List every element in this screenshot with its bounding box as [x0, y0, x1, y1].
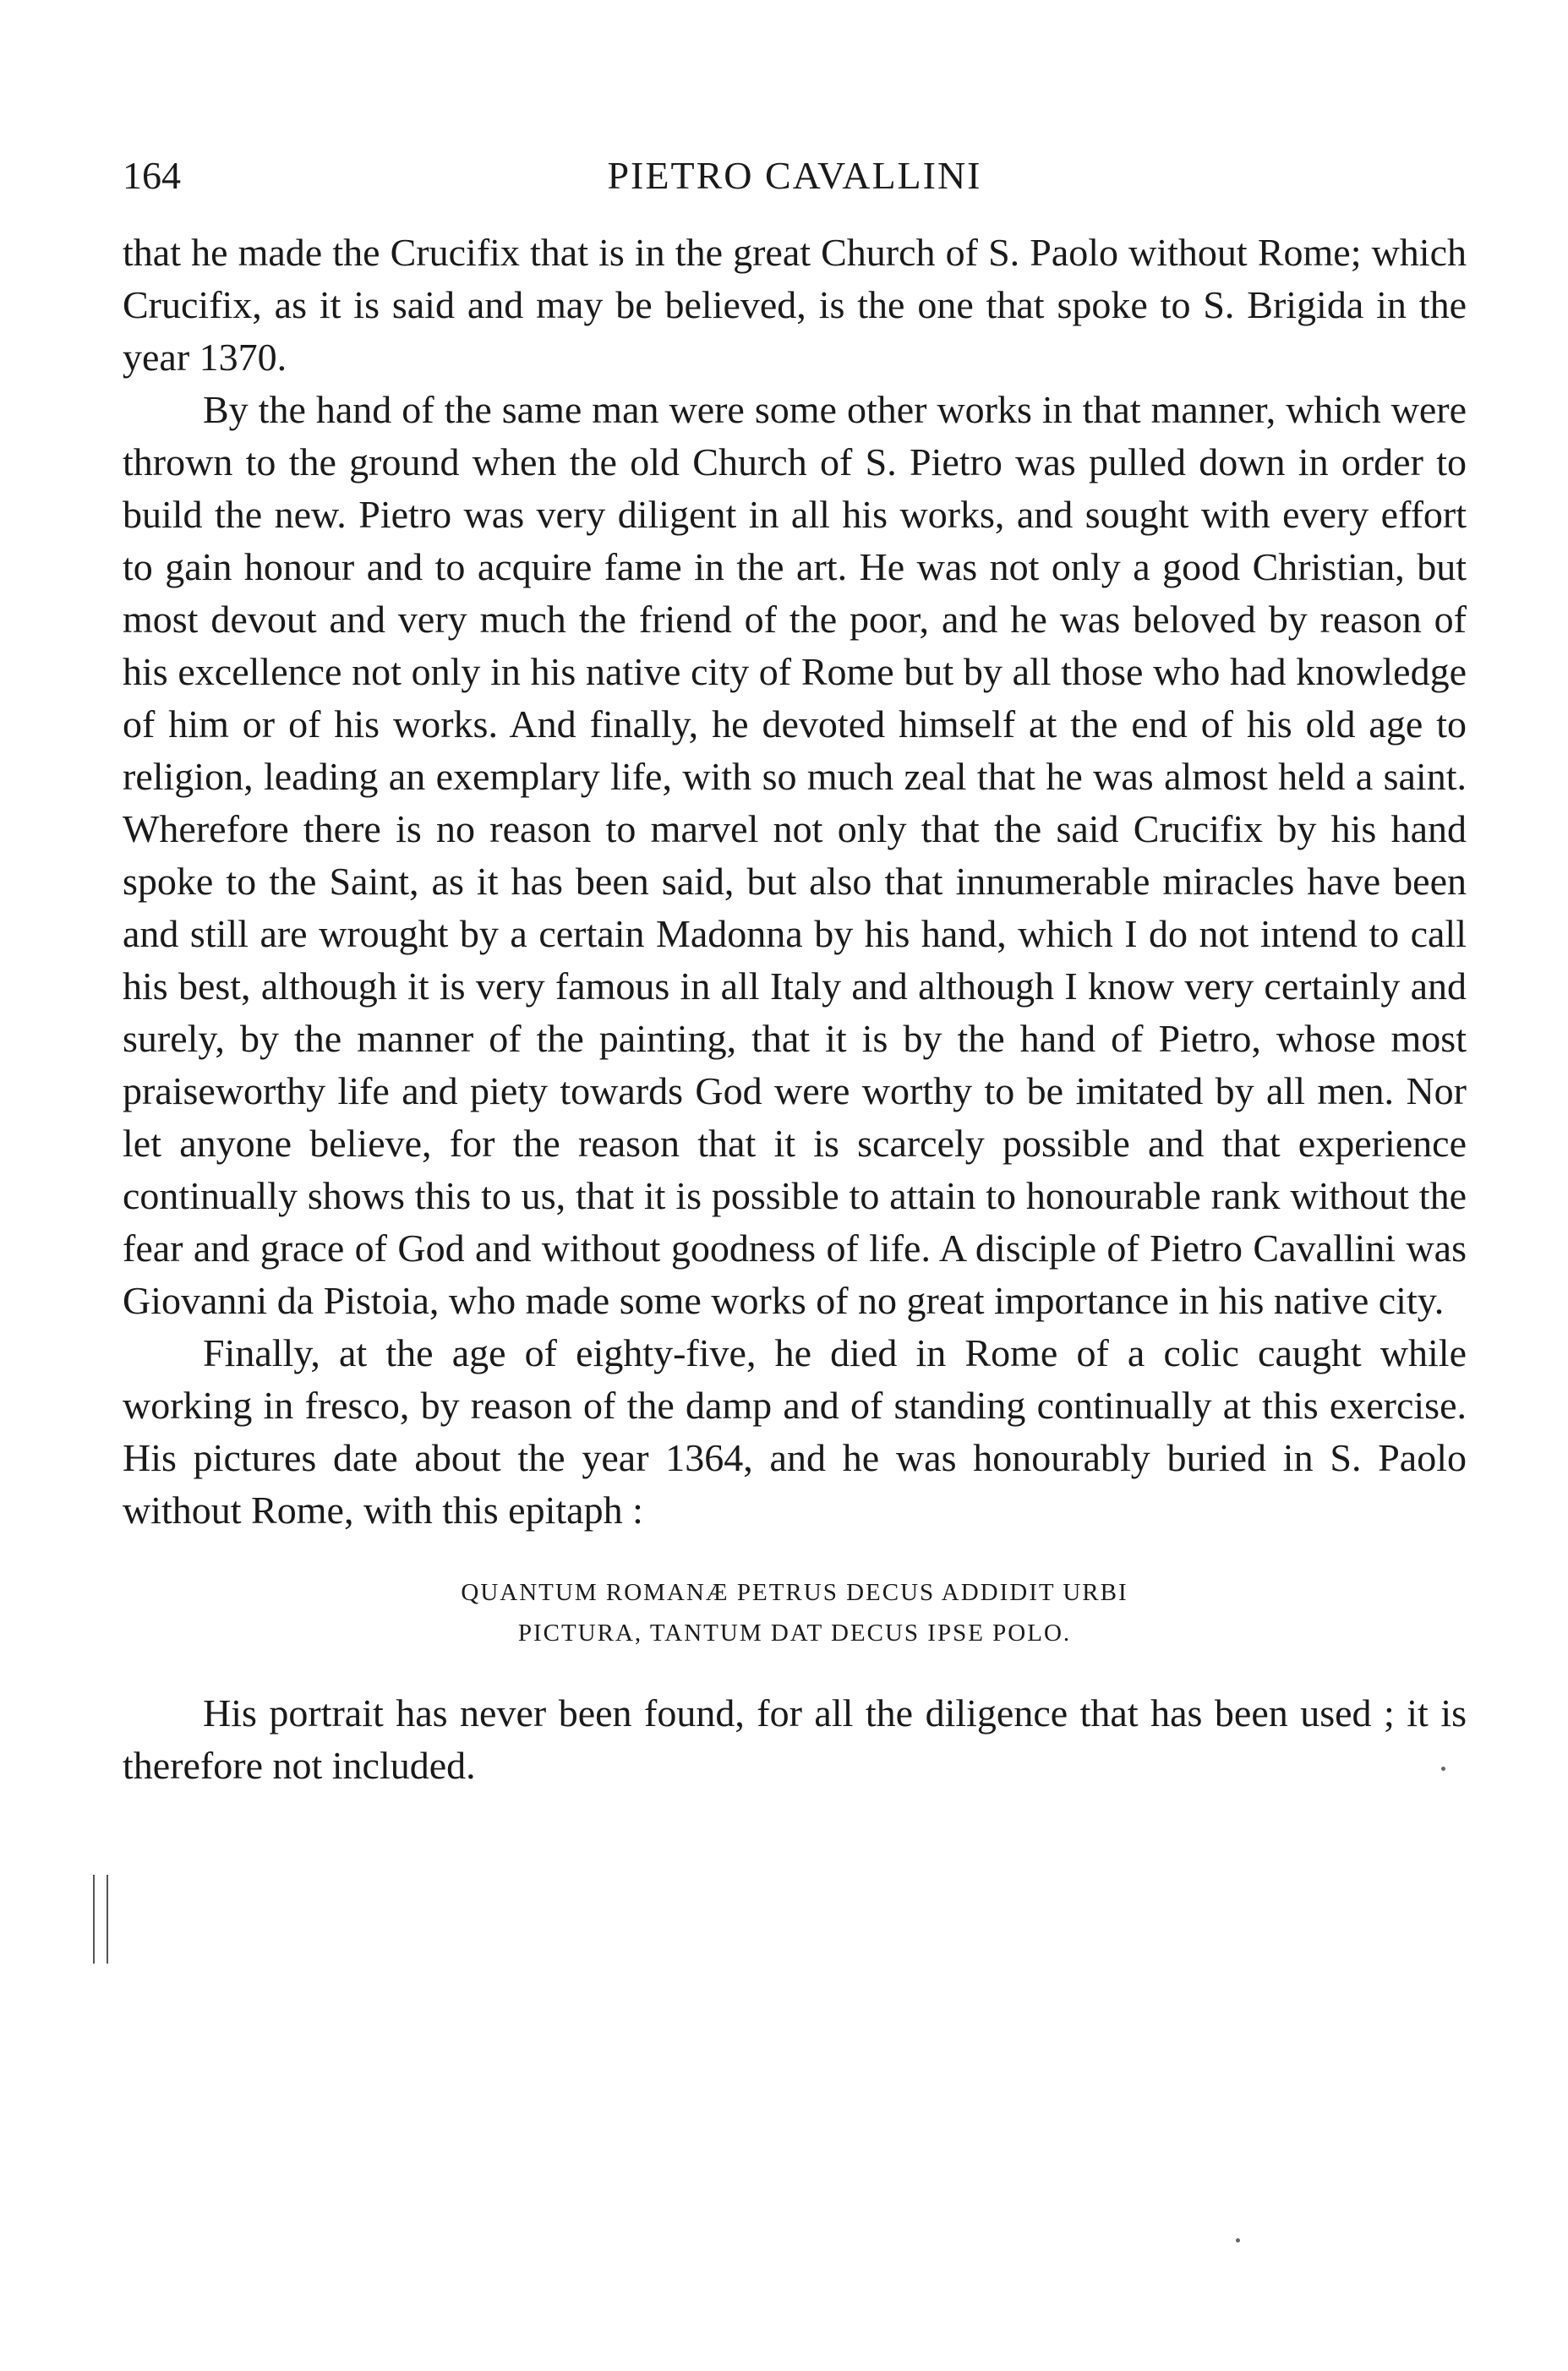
paragraph-continuation: that he made the Crucifix that is in the great Church of S. Paolo without Rome; which Crucifix, as it is said and may be believed, is the one that spoke to S. Brigida in the year 1370.	[123, 231, 1467, 379]
closing-paragraph: His portrait has never been found, for all the diligence that has been used ; it is therefore not included.	[123, 1691, 1467, 1787]
epitaph-line: QUANTUM ROMANÆ PETRUS DECUS ADDIDIT URBI	[461, 1579, 1128, 1606]
paragraph: Finally, at the age of eighty-five, he died in Rome of a colic caught while working in fresco, by reason of the damp and of standing continually at this exercise. His pictures date about the year 1364, and he was honourably buried in S. Paolo without Rome, with this epitaph :	[123, 1331, 1467, 1532]
epitaph-line: PICTURA, TANTUM DAT DECUS IPSE POLO.	[517, 1620, 1072, 1647]
ink-speck	[1236, 2238, 1240, 2243]
running-head: PIETRO CAVALLINI	[607, 154, 982, 197]
ink-speck	[1441, 1767, 1445, 1771]
page-header	[123, 150, 1467, 201]
page-number: 164	[123, 154, 181, 197]
epitaph	[123, 1572, 1467, 1653]
body-text	[123, 227, 1467, 1792]
margin-mark	[93, 1875, 108, 1964]
paragraph: By the hand of the same man were some other works in that manner, which were thrown to the ground when the old Church of S. Pietro was pulled down in order to build the new. Pietro was very diligent in all his works, and sought with every effort to gain honour and to acquire fame in the art. He was not only a good Christian, but most devout and very much the friend of the poor, and he was beloved by reason of his excellence not only in his native city of Rome but by all those who had knowledge of him or of his works. And finally, he devoted himself at the end of his old age to religion, leading an exemplary life, with so much zeal that he was almost held a saint. Wherefore there is no reason to marvel not only that the said Crucifix by his hand spoke to the Saint, as it has been said, but also that innumerable miracles have been and still are wrought by a certain Madonna by his hand, which I do not intend to call his best, although it is very famous in all Italy and although I know very certainly and surely, by the manner of the painting, that it is by the hand of Pietro, whose most praiseworthy life and piety towards God were worthy to be imitated by all men. Nor let anyone believe, for the reason that it is scarcely possible and that experience continually shows this to us, that it is possible to attain to honourable rank without the fear and grace of God and without goodness of life. A disciple of Pietro Cavallini was Giovanni da Pistoia, who made some works of no great importance in his native city.	[123, 388, 1467, 1322]
